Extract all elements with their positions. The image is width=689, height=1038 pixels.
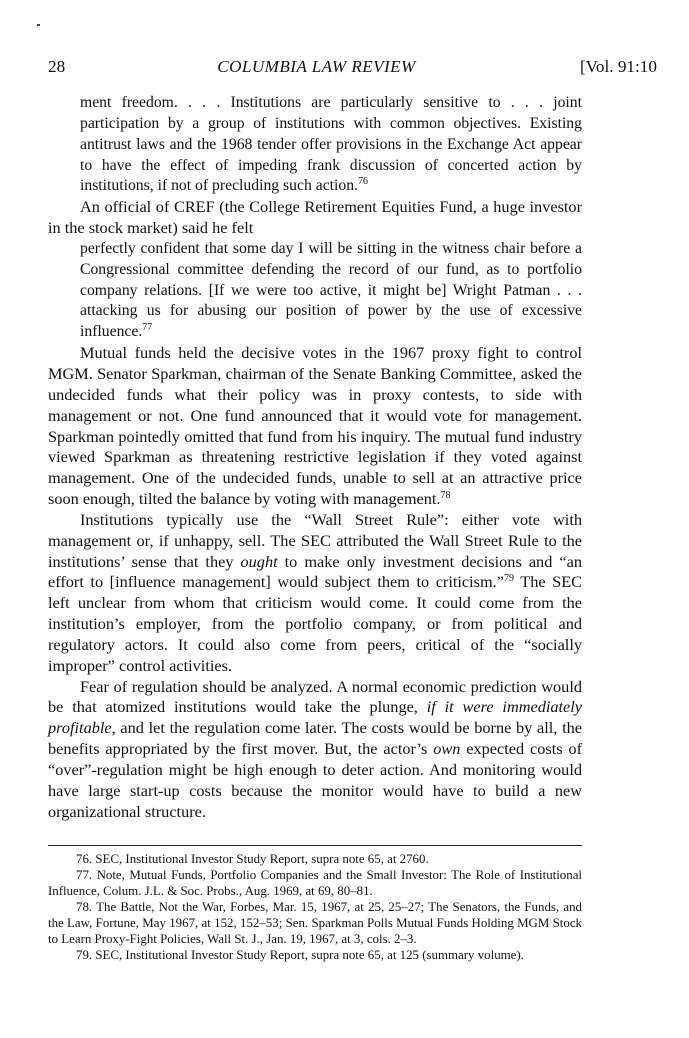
fear-text-b: , and let the regulation come later. The costs would be borne by all, the benefits appropriated by the first mover. But, the actor’s	[48, 718, 582, 759]
paragraph-mgm	[48, 343, 582, 510]
paragraph-fear-of-regulation	[48, 677, 582, 823]
footnotes	[48, 851, 582, 963]
footnote-ref-76: 76	[357, 176, 368, 188]
footnote-78: 78. The Battle, Not the War, Forbes, Mar. 15, 1967, at 25, 25–27; The Senators, the Funds, and the Law, Fortune, May 1967, at 152, 152–53; Sen. Sparkman Polls Mutual Funds Holding MGM Stock to Learn Proxy-Fight Policies, Wall St. J., Jan. 19, 1967, at 3, cols. 2–3.	[48, 900, 582, 946]
footnote-79: 79. SEC, Institutional Investor Study Report, supra note 65, at 125 (summary volume).	[76, 948, 524, 962]
footnote-77: 77. Note, Mutual Funds, Portfolio Companies and the Small Investor: The Role of Institutional Influence, Colum. J.L. & Soc. Probs., Aug. 1969, at 69, 80–81.	[48, 868, 582, 898]
fear-emphasis-1: if it were immediately profitable	[48, 697, 582, 738]
volume-label: [Vol. 91:10	[579, 57, 657, 76]
wsr-emphasis: ought	[240, 551, 278, 571]
wsr-text-a: Institutions typically use the “Wall Street Rule”: either vote with management or, if unhappy, sell. The SEC attributed the Wall Street Rule to the institutions’ sense that they	[48, 509, 582, 571]
block-quote-2	[80, 239, 582, 343]
paragraph-cref-text: An official of CREF (the College Retirement Equities Fund, a huge investor in the stock market) said he felt	[48, 197, 582, 238]
fear-text-a: Fear of regulation should be analyzed. A normal economic prediction would be that atomized institutions would take the plunge,	[48, 676, 582, 717]
paragraph-cref	[48, 197, 582, 239]
paragraph-mgm-text: Mutual funds held the decisive votes in the 1967 proxy fight to control MGM. Senator Sparkman, chairman of the Senate Banking Committee, asked the undecided funds what their policy was in proxy contests, to side with management or not. One fund announced that it would vote for management. Sparkman pointedly omitted that fund from his inquiry. The mutual fund industry viewed Sparkman as threatening restrictive legislation if they voted against management. One of the undecided funds, unable to sell at an attractive price soon enough, tilted the balance by voting with management.	[48, 343, 582, 509]
footnote-ref-77: 77	[142, 322, 153, 334]
paragraph-wall-street-rule	[48, 510, 582, 677]
main-text	[48, 93, 582, 823]
fear-emphasis-2: own	[433, 739, 461, 759]
footnote-rule	[48, 845, 582, 846]
quote-1-text: ment freedom. . . . Institutions are particularly sensitive to . . . joint participation by a group of institutions with common objectives. Existing antitrust laws and the 1968 tender offer provisions in the Exchange Act appear to have the effect of impeding frank discussion of concerted action by institutions, if not of precluding such action.	[80, 94, 582, 195]
journal-title: COLUMBIA LAW REVIEW	[217, 57, 416, 76]
footnote-76: 76. SEC, Institutional Investor Study Report, supra note 65, at 2760.	[76, 852, 429, 866]
wsr-text-c: The SEC left unclear from whom that criticism would come. It could come from the institution’s employer, from the portfolio company, or from political and regulatory actors. It could also come from peers, critical of the “socially improper” control activities.	[48, 572, 582, 675]
wsr-text-b: to make only investment decisions and “an effort to [influence management] would subject them to criticism.”	[48, 551, 582, 592]
page-number: 28	[48, 57, 66, 76]
footnote-ref-78: 78	[440, 490, 451, 502]
running-head	[48, 57, 657, 79]
footnote-ref-79: 79	[503, 573, 514, 585]
scan-mark	[37, 24, 40, 26]
quote-2-text: perfectly confident that some day I will be sitting in the witness chair before a Congressional committee defending the record of our fund, as to portfolio company relations. [If we were too active, it might be] Wright Patman . . . attacking us for abusing our position of power by the use of excessive influence.	[80, 239, 582, 341]
fear-text-c: expected costs of “over”-regulation might be high enough to deter action. And monitoring would have large start-up costs because the monitor would have to build a new organizational structure.	[48, 739, 582, 821]
block-quote-1	[80, 93, 582, 197]
